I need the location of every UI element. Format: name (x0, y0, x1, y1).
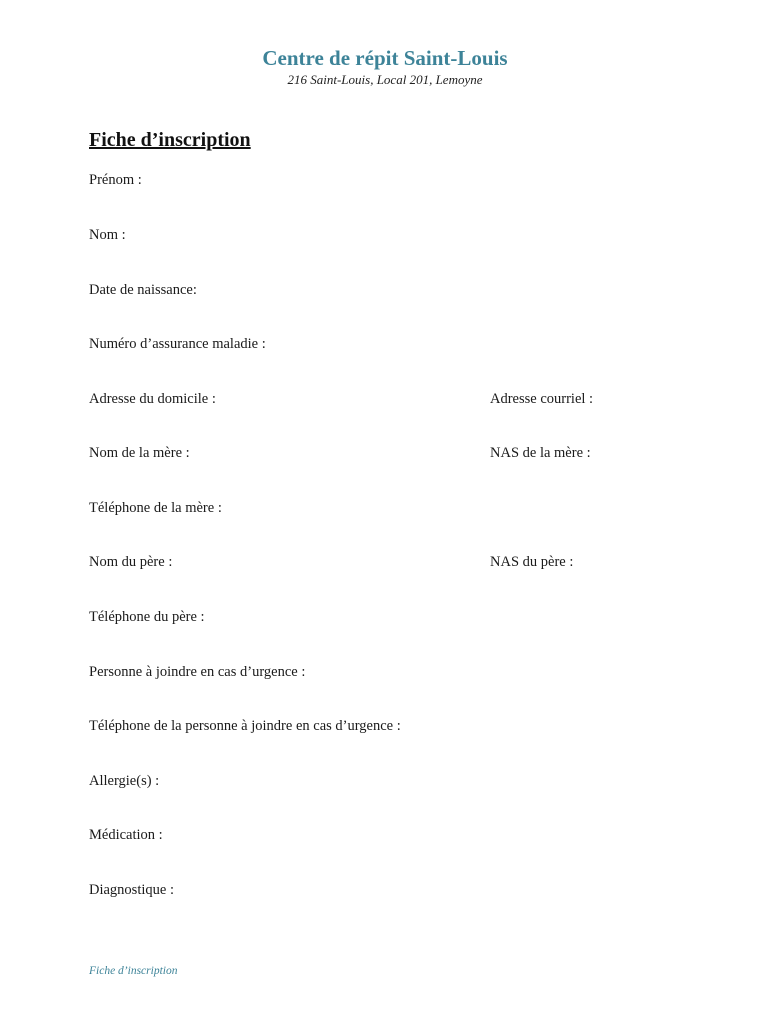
field-label-medication: Médication : (89, 827, 163, 843)
field-label-allergies: Allergie(s) : (89, 773, 160, 789)
field-label-nom: Nom : (89, 227, 126, 243)
field-label-personne-urgence: Personne à joindre en cas d’urgence : (89, 664, 306, 680)
field-label-nom-mere: Nom de la mère : (89, 445, 190, 461)
form-title: Fiche d’inscription (89, 129, 251, 151)
field-label-adresse-domicile: Adresse du domicile : (89, 391, 216, 407)
organization-address: 216 Saint-Louis, Local 201, Lemoyne (287, 72, 483, 87)
field-label-telephone-urgence: Téléphone de la personne à joindre en cas d’urgence : (89, 718, 401, 734)
field-label-prenom: Prénom : (89, 172, 142, 188)
field-label-assurance-maladie: Numéro d’assurance maladie : (89, 336, 266, 352)
field-label-nas-mere: NAS de la mère : (490, 445, 591, 461)
field-label-date-naissance: Date de naissance: (89, 282, 197, 298)
page-footer: Fiche d’inscription (89, 965, 178, 977)
field-label-nas-pere: NAS du père : (490, 554, 574, 570)
field-label-adresse-courriel: Adresse courriel : (490, 391, 594, 407)
organization-name: Centre de répit Saint-Louis (262, 46, 508, 70)
field-label-diagnostique: Diagnostique : (89, 882, 174, 898)
field-label-telephone-mere: Téléphone de la mère : (89, 500, 222, 516)
field-label-nom-pere: Nom du père : (89, 554, 173, 570)
field-label-telephone-pere: Téléphone du père : (89, 609, 205, 625)
document-header (0, 44, 770, 88)
